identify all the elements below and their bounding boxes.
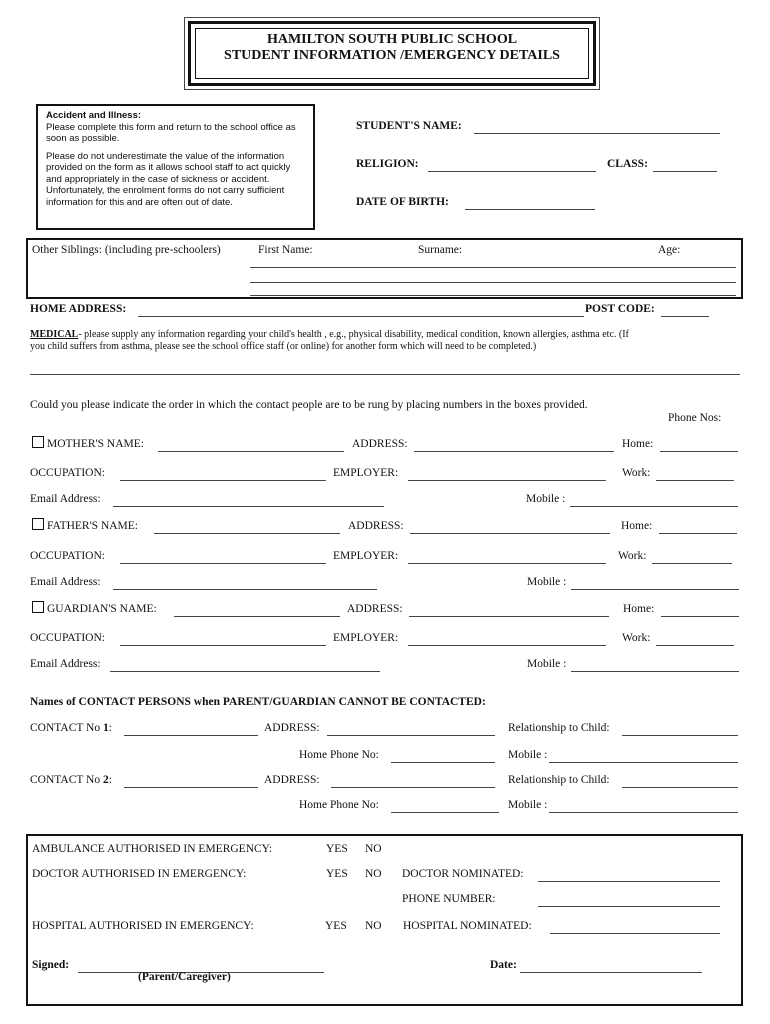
contact-2-address-field[interactable] [331,787,495,788]
doctor-nominated-label: DOCTOR NOMINATED: [402,868,524,880]
class-field[interactable] [653,171,717,172]
guardian-employer-field[interactable] [408,645,606,646]
siblings-age: Age: [658,244,681,256]
guardian-mobile-label: Mobile : [527,658,567,670]
form-title: STUDENT INFORMATION /EMERGENCY DETAILS [224,48,560,63]
guardian-name-field[interactable] [174,616,340,617]
home-address-label: HOME ADDRESS: [30,303,127,315]
contact-2-home-phone-field[interactable] [391,812,499,813]
contacts-heading: Names of CONTACT PERSONS when PARENT/GUARDIAN CANNOT BE CONTACTED: [30,696,486,708]
father-occupation-label: OCCUPATION: [30,550,105,562]
phone-nos-label: Phone Nos: [668,412,722,424]
contact-1-label [30,722,112,734]
guardian-work-field[interactable] [656,645,734,646]
father-employer-field[interactable] [408,563,606,564]
post-code-field[interactable] [661,316,709,317]
religion-field[interactable] [428,171,596,172]
father-email-label: Email Address: [30,576,101,588]
guardian-mobile-field[interactable] [571,671,739,672]
doctor-label: DOCTOR AUTHORISED IN EMERGENCY: [32,868,247,880]
contact-2-name-field[interactable] [124,787,258,788]
guardian-email-field[interactable] [110,671,380,672]
emergency-authorisation-box [26,834,743,1006]
contact-1-number: 1 [102,722,109,734]
accident-para1: Please complete this form and return to the school office as soon as possible. [46,121,296,144]
medical-line-1 [30,329,629,340]
guardian-home-label: Home: [623,603,655,615]
dob-label: DATE OF BIRTH: [356,196,449,208]
father-order-checkbox[interactable] [32,518,44,530]
mother-occupation-label: OCCUPATION: [30,467,105,479]
father-work-field[interactable] [652,563,732,564]
contact-2-home-phone-label: Home Phone No: [299,799,379,811]
guardian-occupation-field[interactable] [120,645,326,646]
father-name-label: FATHER'S NAME: [47,520,138,532]
father-email-field[interactable] [113,589,377,590]
accident-para2: Please do not underestimate the value of the information provided on the form as it allows school staff to act quickly and appropriately in the case of sickness or accident. Unfortunately, the enrolment forms do not carry sufficient information for this and are often out of date. [46,150,291,208]
father-work-label: Work: [618,550,647,562]
father-occupation-field[interactable] [120,563,326,564]
contact-2-number: 2 [102,774,109,786]
contact-1-relationship-label: Relationship to Child: [508,722,610,734]
school-name: HAMILTON SOUTH PUBLIC SCHOOL [266,32,518,47]
father-mobile-field[interactable] [571,589,739,590]
father-employer-label: EMPLOYER: [333,550,399,562]
ambulance-yes[interactable]: YES [326,843,348,855]
mother-order-checkbox[interactable] [32,436,44,448]
date-label: Date: [490,959,517,971]
guardian-work-label: Work: [622,632,651,644]
contact-2-mobile-field[interactable] [549,812,738,813]
siblings-label: Other Siblings: (including pre-schoolers) [32,244,221,256]
mother-email-label: Email Address: [30,493,101,505]
mother-employer-field[interactable] [408,480,606,481]
guardian-name-label: GUARDIAN'S NAME: [47,603,157,615]
hospital-no[interactable]: NO [365,920,382,932]
medical-field[interactable] [30,374,740,375]
mother-employer-label: EMPLOYER: [333,467,399,479]
guardian-employer-label: EMPLOYER: [333,632,399,644]
guardian-order-checkbox[interactable] [32,601,44,613]
class-label: CLASS: [607,158,648,170]
mother-work-label: Work: [622,467,651,479]
contact-2-relationship-label: Relationship to Child: [508,774,610,786]
hospital-label: HOSPITAL AUTHORISED IN EMERGENCY: [32,920,254,932]
mother-home-label: Home: [622,438,654,450]
guardian-address-field[interactable] [409,616,609,617]
accident-illness-box [36,104,315,230]
guardian-occupation-label: OCCUPATION: [30,632,105,644]
siblings-box [26,238,743,299]
religion-label: RELIGION: [356,158,419,170]
contact-1-prefix: CONTACT No [30,722,103,734]
mother-occupation-field[interactable] [120,480,326,481]
mother-email-field[interactable] [113,506,384,507]
contact-2-relationship-field[interactable] [622,787,738,788]
contact-1-mobile-label: Mobile : [508,749,548,761]
home-address-field[interactable] [138,316,584,317]
contact-2-label [30,774,112,786]
mother-name-label: MOTHER'S NAME: [47,438,144,450]
hospital-yes[interactable]: YES [325,920,347,932]
siblings-surname: Surname: [418,244,463,256]
contact-1-home-phone-field[interactable] [391,762,495,763]
mother-address-field[interactable] [414,451,614,452]
mother-work-field[interactable] [656,480,734,481]
mother-home-field[interactable] [660,451,738,452]
post-code-label: POST CODE: [585,303,655,315]
contact-1-address-label: ADDRESS: [264,722,320,734]
contact-1-home-phone-label: Home Phone No: [299,749,379,761]
guardian-home-field[interactable] [661,616,739,617]
contact-2-prefix: CONTACT No [30,774,103,786]
contact-2-mobile-label: Mobile : [508,799,548,811]
mother-mobile-label: Mobile : [526,493,566,505]
contact-order-instruction: Could you please indicate the order in which the contact people are to be rung by placing numbers in the boxes provided. [30,399,588,411]
doctor-yes[interactable]: YES [326,868,348,880]
contact-1-colon: : [108,722,112,734]
sibling-line-1[interactable] [250,267,736,268]
date-field[interactable] [520,972,702,973]
ambulance-no[interactable]: NO [365,843,382,855]
father-home-label: Home: [621,520,653,532]
father-name-field[interactable] [154,533,340,534]
title-box [184,17,600,90]
doctor-nominated-field[interactable] [538,881,720,882]
contact-1-name-field[interactable] [124,735,258,736]
ambulance-label: AMBULANCE AUTHORISED IN EMERGENCY: [32,843,273,855]
dob-field[interactable] [465,209,595,210]
signed-label: Signed: [32,959,70,971]
mother-name-field[interactable] [158,451,344,452]
contact-1-address-field[interactable] [327,735,495,736]
medical-label: MEDICAL [30,329,79,340]
doctor-no[interactable]: NO [365,868,382,880]
father-address-label: ADDRESS: [348,520,404,532]
hospital-nominated-field[interactable] [550,933,720,934]
phone-number-label: PHONE NUMBER: [402,893,496,905]
guardian-email-label: Email Address: [30,658,101,670]
medical-text-2: you child suffers from asthma, please see the school office staff (or online) for another form which will need to be completed.) [30,341,537,352]
phone-number-field[interactable] [538,906,720,907]
contact-2-colon: : [108,774,112,786]
sibling-line-2[interactable] [250,282,736,283]
contact-1-mobile-field[interactable] [549,762,738,763]
student-name-field[interactable] [474,133,720,134]
siblings-first-name: First Name: [258,244,313,256]
student-name-label: STUDENT'S NAME: [356,120,462,132]
mother-address-label: ADDRESS: [352,438,408,450]
father-home-field[interactable] [659,533,737,534]
sibling-line-3[interactable] [250,295,736,296]
hospital-nominated-label: HOSPITAL NOMINATED: [403,920,532,932]
parent-caregiver-caption: (Parent/Caregiver) [138,971,231,983]
mother-mobile-field[interactable] [570,506,738,507]
contact-1-relationship-field[interactable] [622,735,738,736]
contact-2-address-label: ADDRESS: [264,774,320,786]
father-mobile-label: Mobile : [527,576,567,588]
accident-heading: Accident and Illness: [46,110,142,121]
guardian-address-label: ADDRESS: [347,603,403,615]
medical-text-1: - please supply any information regarding your child's health , e.g., physical disability, medical condition, known allergies, asthma etc. (If [78,329,629,340]
father-address-field[interactable] [410,533,610,534]
